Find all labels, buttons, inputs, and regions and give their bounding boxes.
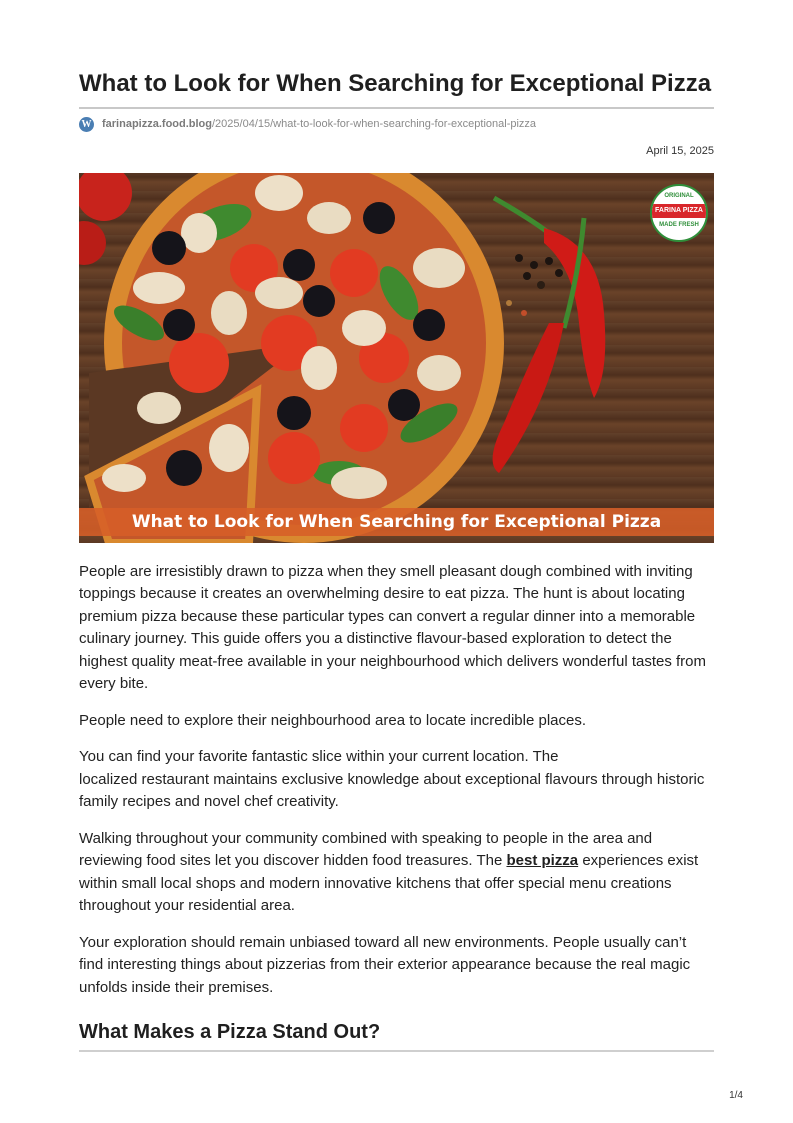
pizza-illustration — [79, 173, 714, 543]
paragraph-exploration: Your exploration should remain unbiased toward all new environments. People usually can’t find interesting things about pizzerias from their exterior appearance because the real magic unfolds inside their premises. — [79, 933, 691, 996]
paragraph-favorite-slice-rest: localized restaurant maintains exclusive knowledge about exceptional flavours through historic family recipes and novel chef creativity. — [79, 770, 705, 811]
paragraph-explore: People need to explore their neighbourhood area to locate incredible places. — [79, 711, 587, 729]
paragraph-intro: People are irresistibly drawn to pizza when they smell pleasant dough combined with inviting toppings because it creates an overwhelming desire to eat pizza. The hunt is about locating premium pizza because these particular types can convert a regular dinner into a memorable culinary journey. This guide offers you a distinctive flavour-based exploration to detect the highest quality meat-free available in your neighbourhood which delivers wonderful tastes from every bite. — [79, 562, 707, 693]
article — [79, 70, 714, 1052]
paragraph-favorite-slice — [79, 746, 714, 814]
paragraph-community-end: experiences exist within small local shops and modern innovative kitchens that offer special menu creations throughout your residential area. — [79, 852, 699, 915]
farina-pizza-logo — [650, 184, 708, 242]
source-path[interactable]: /2025/04/15/what-to-look-for-when-searching-for-exceptional-pizza — [212, 118, 537, 131]
source-line — [79, 117, 714, 132]
article-title: What to Look for When Searching for Exceptional Pizza — [79, 70, 714, 109]
wordpress-icon: W — [79, 117, 94, 132]
publish-date: April 15, 2025 — [646, 144, 714, 157]
logo-bottom-text: MADE FRESH — [659, 221, 699, 228]
paragraph-favorite-slice-line1: You can find your favorite fantastic slice within your current location. The — [79, 748, 559, 766]
best-pizza-link[interactable]: best pizza — [506, 852, 579, 870]
source-domain[interactable]: farinapizza.food.blog — [102, 118, 212, 131]
paragraph-community-start: Walking throughout your community combined with speaking to people in the area and reviewing food sites let you discover hidden food treasures. The — [79, 829, 653, 870]
source-url[interactable] — [102, 118, 536, 130]
logo-band-text: FARINA PIZZA — [652, 204, 706, 218]
hero-banner: What to Look for When Searching for Exceptional Pizza — [79, 508, 714, 536]
hero-image — [79, 173, 714, 543]
page-number: 1/4 — [729, 1090, 743, 1101]
section-heading: What Makes a Pizza Stand Out? — [79, 1021, 714, 1052]
logo-top-text: ORIGINAL — [664, 192, 694, 199]
paragraph-community — [79, 828, 714, 918]
